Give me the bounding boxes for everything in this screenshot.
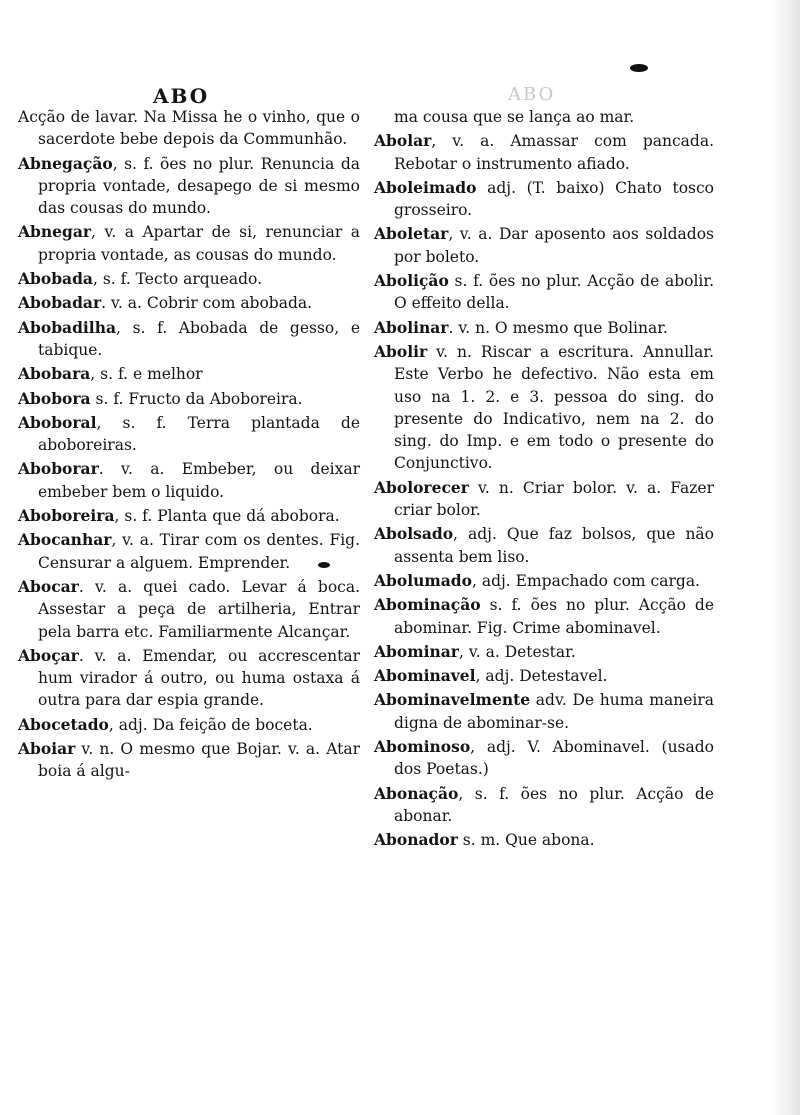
dictionary-entry: [18, 529, 360, 574]
dictionary-entry: [374, 317, 714, 339]
entry-headword: Abolinar: [374, 317, 449, 337]
ink-blot-mark: [630, 64, 648, 72]
running-head-left: ABO: [153, 84, 210, 108]
dictionary-entry: [18, 738, 360, 783]
entry-headword: Abnegação: [18, 153, 113, 173]
dictionary-entry: [18, 412, 360, 457]
entry-headword: Abocanhar: [18, 530, 112, 550]
entry-headword: Abolir: [374, 341, 428, 361]
entry-definition: , v. a. Amassar com pancada. Rebotar o instrumento afiado.: [394, 132, 714, 173]
entry-headword: Abobora: [18, 388, 91, 408]
entry-definition: , v. a. Tirar com os dentes. Fig. Censurar a alguem. Emprender.: [38, 531, 360, 572]
dictionary-entry: [374, 341, 714, 475]
entry-definition: , v. a Apartar de si, renunciar a propria vontade, as cousas do mundo.: [38, 223, 360, 264]
dictionary-entry: [18, 505, 360, 527]
entry-definition: , s. f. Abobada de gesso, e tabique.: [38, 318, 360, 359]
entry-definition: . v. a. quei cado. Levar á boca. Assestar a peça de artilheria, Entrar pela barra etc. Familiarmente Alcançar.: [38, 577, 360, 641]
dictionary-entry: [18, 714, 360, 736]
entry-headword: Abobadar: [18, 293, 102, 313]
entry-headword: Abonador: [374, 830, 458, 850]
entry-headword: Abobadilha: [18, 317, 117, 337]
entry-headword: Abominoso: [374, 737, 471, 757]
entry-definition: adv. De huma maneira digna de abominar-se.: [394, 691, 714, 732]
dictionary-entry: [18, 363, 360, 385]
dictionary-entry: [374, 783, 714, 828]
dictionary-entry: [374, 829, 714, 851]
dictionary-entry: [374, 177, 714, 222]
entry-definition: v. n. O mesmo que Bojar. v. a. Atar boia á algu-: [38, 740, 360, 781]
entry-headword: Abobada: [18, 269, 93, 289]
entry-definition: , s. f. Terra plantada de aboboreiras.: [38, 413, 360, 455]
entry-headword: Abonação: [374, 783, 459, 803]
dictionary-entry: [374, 594, 714, 639]
entry-definition: v. n. Criar bolor. v. a. Fazer criar bolor.: [394, 478, 714, 520]
page-edge-shadow: [770, 0, 800, 1115]
entry-headword: Aboborar: [18, 459, 99, 479]
entry-headword: Abominar: [374, 641, 459, 661]
dictionary-entry: [374, 689, 714, 734]
continued-entry: ma cousa que se lança ao mar.: [394, 108, 635, 126]
entry-headword: Abnegar: [18, 222, 92, 242]
dictionary-entry: [374, 570, 714, 592]
dictionary-entry: [374, 270, 714, 315]
entry-headword: Aboboreira: [18, 506, 115, 526]
entry-headword: Abocar: [18, 576, 79, 596]
entry-headword: Aboletar: [374, 224, 449, 244]
entry-headword: Abocetado: [18, 714, 109, 734]
dictionary-entry: [18, 106, 360, 151]
entry-headword: Abolumado: [374, 570, 472, 590]
entry-headword: Abobara: [18, 364, 91, 384]
dictionary-entry: [374, 641, 714, 663]
entry-definition: , adj. V. Abominavel. (usado dos Poetas.): [394, 738, 714, 779]
dictionary-entry: [18, 645, 360, 712]
dictionary-entry: [374, 523, 714, 568]
entry-definition: , v. a. Detestar.: [458, 642, 576, 661]
entry-definition: . v. a. Embeber, ou deixar embeber bem o liquido.: [38, 460, 360, 501]
entry-headword: Abominação: [374, 595, 481, 615]
dictionary-entry: [18, 292, 360, 314]
entry-definition: . v. a. Emendar, ou accrescentar hum virador á outro, ou huma ostaxa á outra para dar espia grande.: [38, 646, 360, 710]
entry-definition: Acção de lavar. Na Missa he o vinho, que o sacerdote bebe depois da Communhão.: [18, 108, 360, 149]
dictionary-entry: [18, 221, 360, 266]
dictionary-entry: [374, 223, 714, 268]
ink-blot-mark: [318, 562, 330, 568]
entry-definition: , adj. Empachado com carga.: [471, 571, 700, 590]
entry-definition: adj. (T. baixo) Chato tosco grosseiro.: [394, 178, 714, 220]
dictionary-entry: [374, 665, 714, 687]
dictionary-entry: [18, 388, 360, 410]
entry-definition: , s. f. Tecto arqueado.: [92, 270, 263, 289]
entry-definition: s. f. ões no plur. Acção de abominar. Fig. Crime abominavel.: [394, 596, 714, 637]
entry-definition: v. n. Riscar a escritura. Annullar. Este Verbo he defectivo. Não esta em uso na 1. 2. e 3. pessoa do sing. do presente do Indicativo, nem na 2. do sing. do Imp. e em todo o presente do Conjunctivo.: [394, 342, 714, 473]
entry-definition: , s. f. ões no plur. Acção de abonar.: [394, 784, 714, 825]
running-head-right: ABO: [508, 84, 556, 105]
entry-definition: , adj. Da feição de boceta.: [108, 715, 313, 734]
entry-headword: Abolar: [374, 131, 432, 151]
dictionary-entry: [374, 736, 714, 781]
entry-definition: s. m. Que abona.: [457, 831, 595, 850]
entry-headword: Aboçar: [18, 645, 79, 665]
entry-definition: . v. a. Cobrir com abobada.: [101, 294, 313, 313]
entry-definition: , adj. Que faz bolsos, que não assenta bem liso.: [394, 525, 714, 566]
entry-definition: , s. f. ões no plur. Renuncia da propria vontade, desapego de si mesmo das cousas do mundo.: [38, 154, 360, 218]
dictionary-entry: [374, 477, 714, 522]
right-column: [374, 106, 714, 854]
left-column: [18, 106, 360, 785]
entry-headword: Aboboral: [18, 412, 97, 432]
dictionary-entry: [374, 130, 714, 175]
entry-headword: Abolição: [374, 271, 449, 291]
entry-headword: Abominavel: [374, 666, 476, 686]
entry-headword: Abominavelmente: [374, 690, 531, 710]
entry-headword: Abolorecer: [374, 477, 469, 497]
entry-definition: , s. f. e melhor: [90, 365, 203, 384]
entry-definition: , v. a. Dar aposento aos soldados por boleto.: [394, 225, 714, 266]
dictionary-entry: [18, 153, 360, 220]
dictionary-entry: [18, 317, 360, 362]
entry-definition: , s. f. Planta que dá abobora.: [114, 507, 340, 526]
dictionary-entry: [18, 268, 360, 290]
dictionary-entry: [18, 576, 360, 643]
entry-headword: Aboiar: [18, 739, 76, 759]
entry-definition: s. f. Fructo da Aboboreira.: [90, 389, 303, 408]
entry-definition: , adj. Detestavel.: [475, 667, 608, 686]
entry-headword: Aboleimado: [374, 177, 477, 197]
entry-definition: s. f. ões no plur. Acção de abolir. O effeito della.: [394, 272, 714, 313]
entry-definition: . v. n. O mesmo que Bolinar.: [448, 318, 668, 337]
entry-headword: Abolsado: [374, 524, 454, 544]
dictionary-entry: [18, 458, 360, 503]
